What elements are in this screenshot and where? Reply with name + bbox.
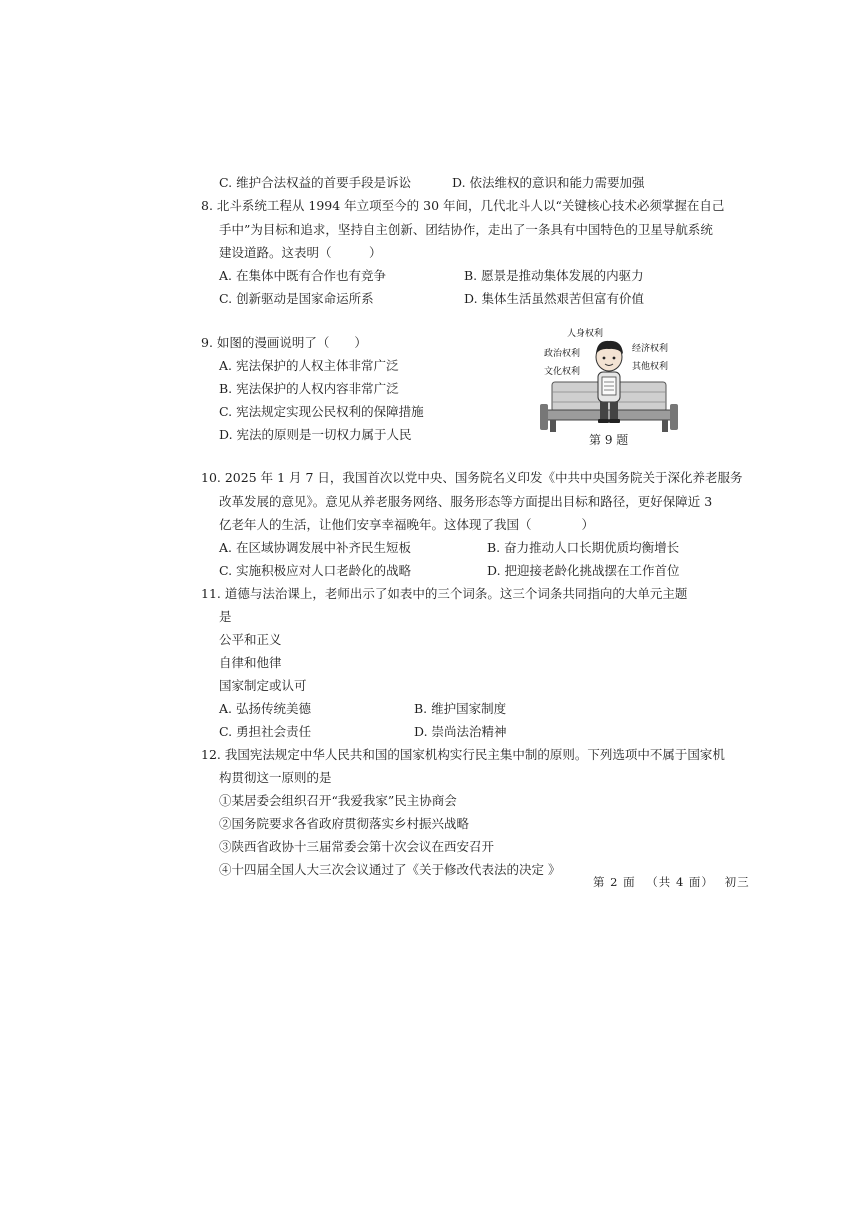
q9-cartoon-figure	[530, 322, 690, 448]
page-footer	[593, 874, 756, 890]
q12-stem-line1: 12. 我国宪法规定中华人民共和国的国家机构实行民主集中制的原则。下列选项中不属于国家机	[201, 747, 725, 762]
q12-item-4: ④十四届全国人大三次会议通过了《关于修改代表法的决定 》	[219, 862, 561, 877]
q10-stem-line1: 10. 2025 年 1 月 7 日，我国首次以党中央、国务院名义印发《中共中央国务院关于深化养老服务	[201, 470, 743, 485]
q11-term-3: 国家制定或认可	[219, 678, 307, 693]
q7-option-d: D. 依法维权的意识和能力需要加强	[452, 175, 645, 190]
q11-option-c: C. 勇担社会责任	[219, 724, 312, 739]
grade-label: 初三	[724, 875, 750, 889]
label-personal-rights: 人身权利	[567, 329, 604, 339]
q8-stem-line1: 8. 北斗系统工程从 1994 年立项至今的 30 年间，几代北斗人以“关键核心技术必须掌握在自己	[201, 198, 725, 213]
q9-option-b: B. 宪法保护的人权内容非常广泛	[219, 381, 399, 396]
label-economic-rights: 经济权利	[632, 344, 669, 354]
q10-option-b: B. 奋力推动人口长期优质均衡增长	[487, 540, 680, 555]
q11-term-1: 公平和正义	[219, 632, 282, 647]
page-total: （共 4 面）	[646, 875, 714, 889]
q9-option-a: A. 宪法保护的人权主体非常广泛	[219, 358, 399, 373]
q11-option-b: B. 维护国家制度	[414, 701, 507, 716]
q9-option-c: C. 宪法规定实现公民权利的保障措施	[219, 404, 424, 419]
q11-option-a: A. 弘扬传统美德	[219, 701, 311, 716]
q8-stem-line2: 手中”为目标和追求，坚持自主创新、团结协作，走出了一条具有中国特色的卫星导航系统	[219, 222, 713, 237]
label-political-rights: 政治权利	[544, 349, 581, 359]
q9-stem: 9. 如图的漫画说明了（ ）	[201, 335, 367, 350]
q12-item-2: ②国务院要求各省政府贯彻落实乡村振兴战略	[219, 816, 470, 831]
q9-option-d: D. 宪法的原则是一切权力属于人民	[219, 427, 412, 442]
q10-option-d: D. 把迎接老龄化挑战摆在工作首位	[487, 563, 680, 578]
q10-option-c: C. 实施积极应对人口老龄化的战略	[219, 563, 412, 578]
q8-option-c: C. 创新驱动是国家命运所系	[219, 291, 374, 306]
label-other-rights: 其他权利	[632, 362, 669, 372]
q12-item-3: ③陕西省政协十三届常委会第十次会议在西安召开	[219, 839, 495, 854]
q8-option-a: A. 在集体中既有合作也有竞争	[219, 268, 386, 283]
q9-figure-caption: 第 9 题	[589, 433, 629, 447]
q8-option-b: B. 愿景是推动集体发展的内驱力	[464, 268, 644, 283]
q7-option-c: C. 维护合法权益的首要手段是诉讼	[219, 175, 412, 190]
q11-stem-line2: 是	[219, 609, 232, 624]
q10-option-a: A. 在区域协调发展中补齐民生短板	[219, 540, 411, 555]
page-number: 第 2 面	[593, 875, 636, 889]
q12-stem-line2: 构贯彻这一原则的是	[219, 770, 332, 785]
q11-stem-line1: 11. 道德与法治课上，老师出示了如表中的三个词条。这三个词条共同指向的大单元主题	[201, 586, 688, 601]
label-cultural-rights: 文化权利	[544, 367, 581, 377]
q10-stem-line3: 亿老年人的生活，让他们安享幸福晚年。这体现了我国（ ）	[219, 517, 595, 532]
q12-item-1: ①某居委会组织召开“我爱我家”民主协商会	[219, 793, 457, 808]
q11-term-2: 自律和他律	[219, 655, 282, 670]
q11-option-d: D. 崇尚法治精神	[414, 724, 507, 739]
q10-stem-line2: 改革发展的意见》。意见从养老服务网络、服务形态等方面提出目标和路径，更好保障近 3	[219, 494, 713, 509]
q8-stem-line3: 建设道路。这表明（ ）	[219, 245, 382, 260]
q8-option-d: D. 集体生活虽然艰苦但富有价值	[464, 291, 645, 306]
